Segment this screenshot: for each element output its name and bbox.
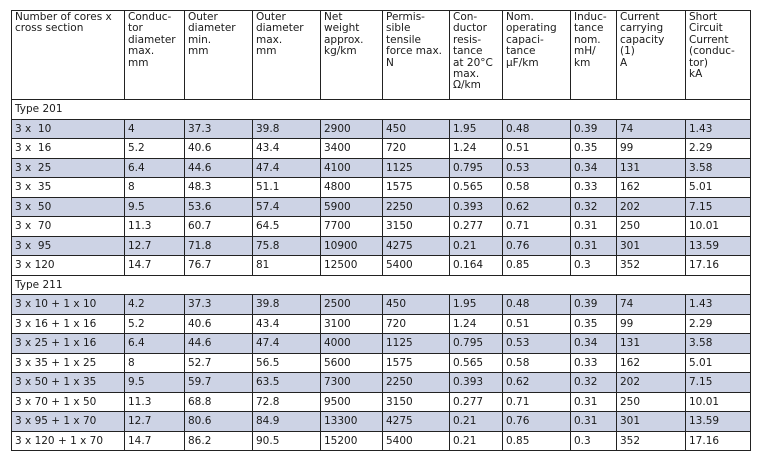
value-cell: 0.31 bbox=[571, 217, 617, 237]
column-header-line: max. bbox=[128, 45, 155, 58]
value-cell: 81 bbox=[253, 256, 321, 276]
value-cell: 6.4 bbox=[125, 158, 185, 178]
column-header-line: capaci- bbox=[506, 33, 544, 46]
value-cell: 60.7 bbox=[185, 217, 253, 237]
column-header bbox=[12, 11, 125, 100]
cores-cell: 3 x 70 bbox=[12, 217, 125, 237]
column-header-line: (1) bbox=[620, 45, 635, 58]
value-cell: 40.6 bbox=[185, 314, 253, 334]
column-header-line: km bbox=[574, 56, 591, 69]
value-cell: 1.95 bbox=[450, 119, 503, 139]
value-cell: 0.51 bbox=[503, 314, 571, 334]
column-header-line: Short bbox=[689, 11, 718, 23]
value-cell: 3400 bbox=[321, 139, 383, 159]
column-header-line: mm bbox=[188, 45, 209, 58]
value-cell: 12500 bbox=[321, 256, 383, 276]
value-cell: 56.5 bbox=[253, 353, 321, 373]
column-header-line: cross section bbox=[15, 22, 84, 35]
value-cell: 720 bbox=[383, 139, 450, 159]
column-header-line: mm bbox=[256, 45, 277, 58]
column-header-line: diameter bbox=[188, 22, 236, 35]
value-cell: 47.4 bbox=[253, 158, 321, 178]
value-cell: 352 bbox=[617, 431, 686, 451]
column-header-line: tor) bbox=[689, 56, 708, 69]
cores-cell: 3 x 50 bbox=[12, 197, 125, 217]
value-cell: 5.2 bbox=[125, 314, 185, 334]
table-row bbox=[12, 158, 751, 178]
value-cell: 250 bbox=[617, 217, 686, 237]
value-cell: 43.4 bbox=[253, 139, 321, 159]
column-header bbox=[253, 11, 321, 100]
value-cell: 0.32 bbox=[571, 373, 617, 393]
cores-cell: 3 x 16 bbox=[12, 139, 125, 159]
value-cell: 3150 bbox=[383, 217, 450, 237]
value-cell: 0.277 bbox=[450, 217, 503, 237]
cores-cell: 3 x 50 + 1 x 35 bbox=[12, 373, 125, 393]
value-cell: 51.1 bbox=[253, 178, 321, 198]
value-cell: 9500 bbox=[321, 392, 383, 412]
value-cell: 64.5 bbox=[253, 217, 321, 237]
value-cell: 1.24 bbox=[450, 314, 503, 334]
value-cell: 0.393 bbox=[450, 373, 503, 393]
column-header-line: µF/km bbox=[506, 56, 539, 69]
value-cell: 48.3 bbox=[185, 178, 253, 198]
column-header-line: max. bbox=[453, 68, 480, 81]
column-header-line: diameter bbox=[256, 22, 304, 35]
value-cell: 4000 bbox=[321, 334, 383, 354]
value-cell: 3100 bbox=[321, 314, 383, 334]
value-cell: 131 bbox=[617, 158, 686, 178]
value-cell: 5.01 bbox=[686, 178, 751, 198]
value-cell: 0.62 bbox=[503, 197, 571, 217]
value-cell: 0.3 bbox=[571, 431, 617, 451]
value-cell: 0.795 bbox=[450, 158, 503, 178]
value-cell: 1125 bbox=[383, 334, 450, 354]
column-header bbox=[686, 11, 751, 100]
value-cell: 0.795 bbox=[450, 334, 503, 354]
value-cell: 202 bbox=[617, 197, 686, 217]
value-cell: 0.21 bbox=[450, 412, 503, 432]
value-cell: 0.51 bbox=[503, 139, 571, 159]
table-row bbox=[12, 256, 751, 276]
table-row bbox=[12, 217, 751, 237]
column-header-line: operating bbox=[506, 22, 557, 35]
value-cell: 0.34 bbox=[571, 158, 617, 178]
cores-cell: 3 x 35 + 1 x 25 bbox=[12, 353, 125, 373]
value-cell: 13.59 bbox=[686, 236, 751, 256]
value-cell: 37.3 bbox=[185, 119, 253, 139]
value-cell: 74 bbox=[617, 295, 686, 315]
column-header-line: force max. bbox=[386, 45, 442, 58]
value-cell: 68.8 bbox=[185, 392, 253, 412]
value-cell: 2250 bbox=[383, 373, 450, 393]
value-cell: 5400 bbox=[383, 256, 450, 276]
value-cell: 0.31 bbox=[571, 412, 617, 432]
value-cell: 15200 bbox=[321, 431, 383, 451]
value-cell: 99 bbox=[617, 314, 686, 334]
value-cell: 0.39 bbox=[571, 119, 617, 139]
value-cell: 0.277 bbox=[450, 392, 503, 412]
value-cell: 2900 bbox=[321, 119, 383, 139]
value-cell: 0.53 bbox=[503, 334, 571, 354]
value-cell: 0.21 bbox=[450, 236, 503, 256]
column-header-line: Conduc- bbox=[128, 11, 172, 23]
value-cell: 1575 bbox=[383, 353, 450, 373]
value-cell: 13300 bbox=[321, 412, 383, 432]
column-header-line: min. bbox=[188, 33, 212, 46]
column-header bbox=[383, 11, 450, 100]
table-row bbox=[12, 295, 751, 315]
column-header-line: (conduc- bbox=[689, 45, 735, 58]
value-cell: 0.48 bbox=[503, 295, 571, 315]
value-cell: 4100 bbox=[321, 158, 383, 178]
value-cell: 202 bbox=[617, 373, 686, 393]
value-cell: 0.31 bbox=[571, 392, 617, 412]
value-cell: 39.8 bbox=[253, 295, 321, 315]
value-cell: 6.4 bbox=[125, 334, 185, 354]
column-header-line: max. bbox=[256, 33, 283, 46]
column-header-line: Permis- bbox=[386, 11, 425, 23]
column-header-line: tance bbox=[574, 22, 604, 35]
table-row bbox=[12, 431, 751, 451]
value-cell: 59.7 bbox=[185, 373, 253, 393]
value-cell: 162 bbox=[617, 178, 686, 198]
table-row bbox=[12, 392, 751, 412]
column-header-line: mH/ bbox=[574, 45, 596, 58]
value-cell: 90.5 bbox=[253, 431, 321, 451]
value-cell: 0.48 bbox=[503, 119, 571, 139]
cores-cell: 3 x 25 + 1 x 16 bbox=[12, 334, 125, 354]
value-cell: 0.53 bbox=[503, 158, 571, 178]
value-cell: 7300 bbox=[321, 373, 383, 393]
value-cell: 0.85 bbox=[503, 431, 571, 451]
value-cell: 13.59 bbox=[686, 412, 751, 432]
value-cell: 0.565 bbox=[450, 178, 503, 198]
value-cell: 0.71 bbox=[503, 217, 571, 237]
table-row bbox=[12, 314, 751, 334]
value-cell: 2.29 bbox=[686, 139, 751, 159]
value-cell: 0.393 bbox=[450, 197, 503, 217]
cores-cell: 3 x 16 + 1 x 16 bbox=[12, 314, 125, 334]
value-cell: 86.2 bbox=[185, 431, 253, 451]
table-row bbox=[12, 334, 751, 354]
value-cell: 0.3 bbox=[571, 256, 617, 276]
value-cell: 75.8 bbox=[253, 236, 321, 256]
value-cell: 3.58 bbox=[686, 334, 751, 354]
value-cell: 17.16 bbox=[686, 256, 751, 276]
value-cell: 720 bbox=[383, 314, 450, 334]
value-cell: 2.29 bbox=[686, 314, 751, 334]
value-cell: 76.7 bbox=[185, 256, 253, 276]
value-cell: 99 bbox=[617, 139, 686, 159]
column-header bbox=[450, 11, 503, 100]
table-row bbox=[12, 178, 751, 198]
value-cell: 9.5 bbox=[125, 197, 185, 217]
value-cell: 44.6 bbox=[185, 334, 253, 354]
value-cell: 5600 bbox=[321, 353, 383, 373]
value-cell: 0.34 bbox=[571, 334, 617, 354]
section-row bbox=[12, 275, 751, 295]
column-header-line: Circuit bbox=[689, 22, 723, 35]
value-cell: 84.9 bbox=[253, 412, 321, 432]
value-cell: 7.15 bbox=[686, 197, 751, 217]
value-cell: 0.31 bbox=[571, 236, 617, 256]
cable-spec-table bbox=[11, 10, 751, 451]
value-cell: 1.43 bbox=[686, 295, 751, 315]
value-cell: 72.8 bbox=[253, 392, 321, 412]
value-cell: 14.7 bbox=[125, 431, 185, 451]
value-cell: 0.71 bbox=[503, 392, 571, 412]
value-cell: 1575 bbox=[383, 178, 450, 198]
value-cell: 131 bbox=[617, 334, 686, 354]
value-cell: 14.7 bbox=[125, 256, 185, 276]
value-cell: 450 bbox=[383, 295, 450, 315]
value-cell: 3150 bbox=[383, 392, 450, 412]
value-cell: 0.58 bbox=[503, 353, 571, 373]
table-row bbox=[12, 139, 751, 159]
cores-cell: 3 x 95 bbox=[12, 236, 125, 256]
value-cell: 52.7 bbox=[185, 353, 253, 373]
column-header bbox=[571, 11, 617, 100]
value-cell: 1125 bbox=[383, 158, 450, 178]
column-header-line: Current bbox=[689, 33, 729, 46]
value-cell: 352 bbox=[617, 256, 686, 276]
column-header-line: kg/km bbox=[324, 45, 357, 58]
value-cell: 8 bbox=[125, 178, 185, 198]
value-cell: 9.5 bbox=[125, 373, 185, 393]
value-cell: 1.24 bbox=[450, 139, 503, 159]
section-title: Type 211 bbox=[12, 275, 751, 295]
column-header-line: tor bbox=[128, 22, 143, 35]
value-cell: 250 bbox=[617, 392, 686, 412]
value-cell: 0.32 bbox=[571, 197, 617, 217]
value-cell: 74 bbox=[617, 119, 686, 139]
column-header-line: Con- bbox=[453, 11, 478, 23]
value-cell: 3.58 bbox=[686, 158, 751, 178]
value-cell: 7.15 bbox=[686, 373, 751, 393]
value-cell: 0.76 bbox=[503, 412, 571, 432]
table-row bbox=[12, 412, 751, 432]
value-cell: 39.8 bbox=[253, 119, 321, 139]
value-cell: 301 bbox=[617, 236, 686, 256]
table-row bbox=[12, 236, 751, 256]
value-cell: 0.58 bbox=[503, 178, 571, 198]
column-header-line: Outer bbox=[256, 11, 286, 23]
section-row bbox=[12, 100, 751, 120]
value-cell: 5.2 bbox=[125, 139, 185, 159]
column-header-line: Ω/km bbox=[453, 79, 481, 92]
value-cell: 5.01 bbox=[686, 353, 751, 373]
table-row bbox=[12, 353, 751, 373]
value-cell: 0.21 bbox=[450, 431, 503, 451]
value-cell: 47.4 bbox=[253, 334, 321, 354]
column-header-line: weight bbox=[324, 22, 360, 35]
value-cell: 80.6 bbox=[185, 412, 253, 432]
column-header-line: resis- bbox=[453, 33, 482, 46]
table-row bbox=[12, 197, 751, 217]
value-cell: 0.33 bbox=[571, 353, 617, 373]
value-cell: 63.5 bbox=[253, 373, 321, 393]
value-cell: 0.33 bbox=[571, 178, 617, 198]
column-header-line: kA bbox=[689, 68, 703, 81]
value-cell: 1.95 bbox=[450, 295, 503, 315]
value-cell: 12.7 bbox=[125, 236, 185, 256]
value-cell: 7700 bbox=[321, 217, 383, 237]
column-header bbox=[185, 11, 253, 100]
value-cell: 11.3 bbox=[125, 217, 185, 237]
value-cell: 4 bbox=[125, 119, 185, 139]
table-row bbox=[12, 373, 751, 393]
value-cell: 2250 bbox=[383, 197, 450, 217]
value-cell: 0.76 bbox=[503, 236, 571, 256]
value-cell: 5900 bbox=[321, 197, 383, 217]
value-cell: 8 bbox=[125, 353, 185, 373]
value-cell: 0.39 bbox=[571, 295, 617, 315]
value-cell: 4275 bbox=[383, 236, 450, 256]
value-cell: 0.164 bbox=[450, 256, 503, 276]
column-header-line: mm bbox=[128, 56, 149, 69]
cores-cell: 3 x 120 + 1 x 70 bbox=[12, 431, 125, 451]
column-header-line: diameter bbox=[128, 33, 176, 46]
value-cell: 0.35 bbox=[571, 139, 617, 159]
table-body bbox=[12, 100, 751, 451]
header-row bbox=[12, 11, 751, 100]
value-cell: 43.4 bbox=[253, 314, 321, 334]
value-cell: 4.2 bbox=[125, 295, 185, 315]
value-cell: 44.6 bbox=[185, 158, 253, 178]
value-cell: 1.43 bbox=[686, 119, 751, 139]
column-header-line: Outer bbox=[188, 11, 218, 23]
column-header-line: sible bbox=[386, 22, 411, 35]
column-header-line: Number of cores x bbox=[15, 11, 112, 23]
value-cell: 301 bbox=[617, 412, 686, 432]
cores-cell: 3 x 10 + 1 x 10 bbox=[12, 295, 125, 315]
value-cell: 57.4 bbox=[253, 197, 321, 217]
value-cell: 0.85 bbox=[503, 256, 571, 276]
column-header-line: at 20°C bbox=[453, 56, 493, 69]
column-header-line: nom. bbox=[574, 33, 601, 46]
column-header bbox=[503, 11, 571, 100]
value-cell: 10.01 bbox=[686, 217, 751, 237]
column-header-line: tance bbox=[453, 45, 483, 58]
column-header-line: capacity bbox=[620, 33, 665, 46]
value-cell: 12.7 bbox=[125, 412, 185, 432]
value-cell: 162 bbox=[617, 353, 686, 373]
column-header-line: Net bbox=[324, 11, 343, 23]
value-cell: 11.3 bbox=[125, 392, 185, 412]
value-cell: 53.6 bbox=[185, 197, 253, 217]
cores-cell: 3 x 10 bbox=[12, 119, 125, 139]
value-cell: 0.565 bbox=[450, 353, 503, 373]
column-header bbox=[617, 11, 686, 100]
cores-cell: 3 x 120 bbox=[12, 256, 125, 276]
column-header-line: tensile bbox=[386, 33, 421, 46]
value-cell: 450 bbox=[383, 119, 450, 139]
value-cell: 0.35 bbox=[571, 314, 617, 334]
column-header-line: tance bbox=[506, 45, 536, 58]
column-header-line: N bbox=[386, 56, 394, 69]
column-header-line: ductor bbox=[453, 22, 487, 35]
value-cell: 17.16 bbox=[686, 431, 751, 451]
column-header-line: Induc- bbox=[574, 11, 607, 23]
value-cell: 10.01 bbox=[686, 392, 751, 412]
column-header-line: carrying bbox=[620, 22, 664, 35]
cores-cell: 3 x 70 + 1 x 50 bbox=[12, 392, 125, 412]
table-row bbox=[12, 119, 751, 139]
column-header-line: Nom. bbox=[506, 11, 534, 23]
value-cell: 2500 bbox=[321, 295, 383, 315]
value-cell: 40.6 bbox=[185, 139, 253, 159]
value-cell: 4275 bbox=[383, 412, 450, 432]
value-cell: 71.8 bbox=[185, 236, 253, 256]
value-cell: 4800 bbox=[321, 178, 383, 198]
cores-cell: 3 x 25 bbox=[12, 158, 125, 178]
value-cell: 0.62 bbox=[503, 373, 571, 393]
column-header bbox=[321, 11, 383, 100]
column-header-line: approx. bbox=[324, 33, 364, 46]
cores-cell: 3 x 35 bbox=[12, 178, 125, 198]
value-cell: 10900 bbox=[321, 236, 383, 256]
value-cell: 37.3 bbox=[185, 295, 253, 315]
cores-cell: 3 x 95 + 1 x 70 bbox=[12, 412, 125, 432]
column-header-line: Current bbox=[620, 11, 660, 23]
section-title: Type 201 bbox=[12, 100, 751, 120]
value-cell: 5400 bbox=[383, 431, 450, 451]
column-header-line: A bbox=[620, 56, 628, 69]
column-header bbox=[125, 11, 185, 100]
